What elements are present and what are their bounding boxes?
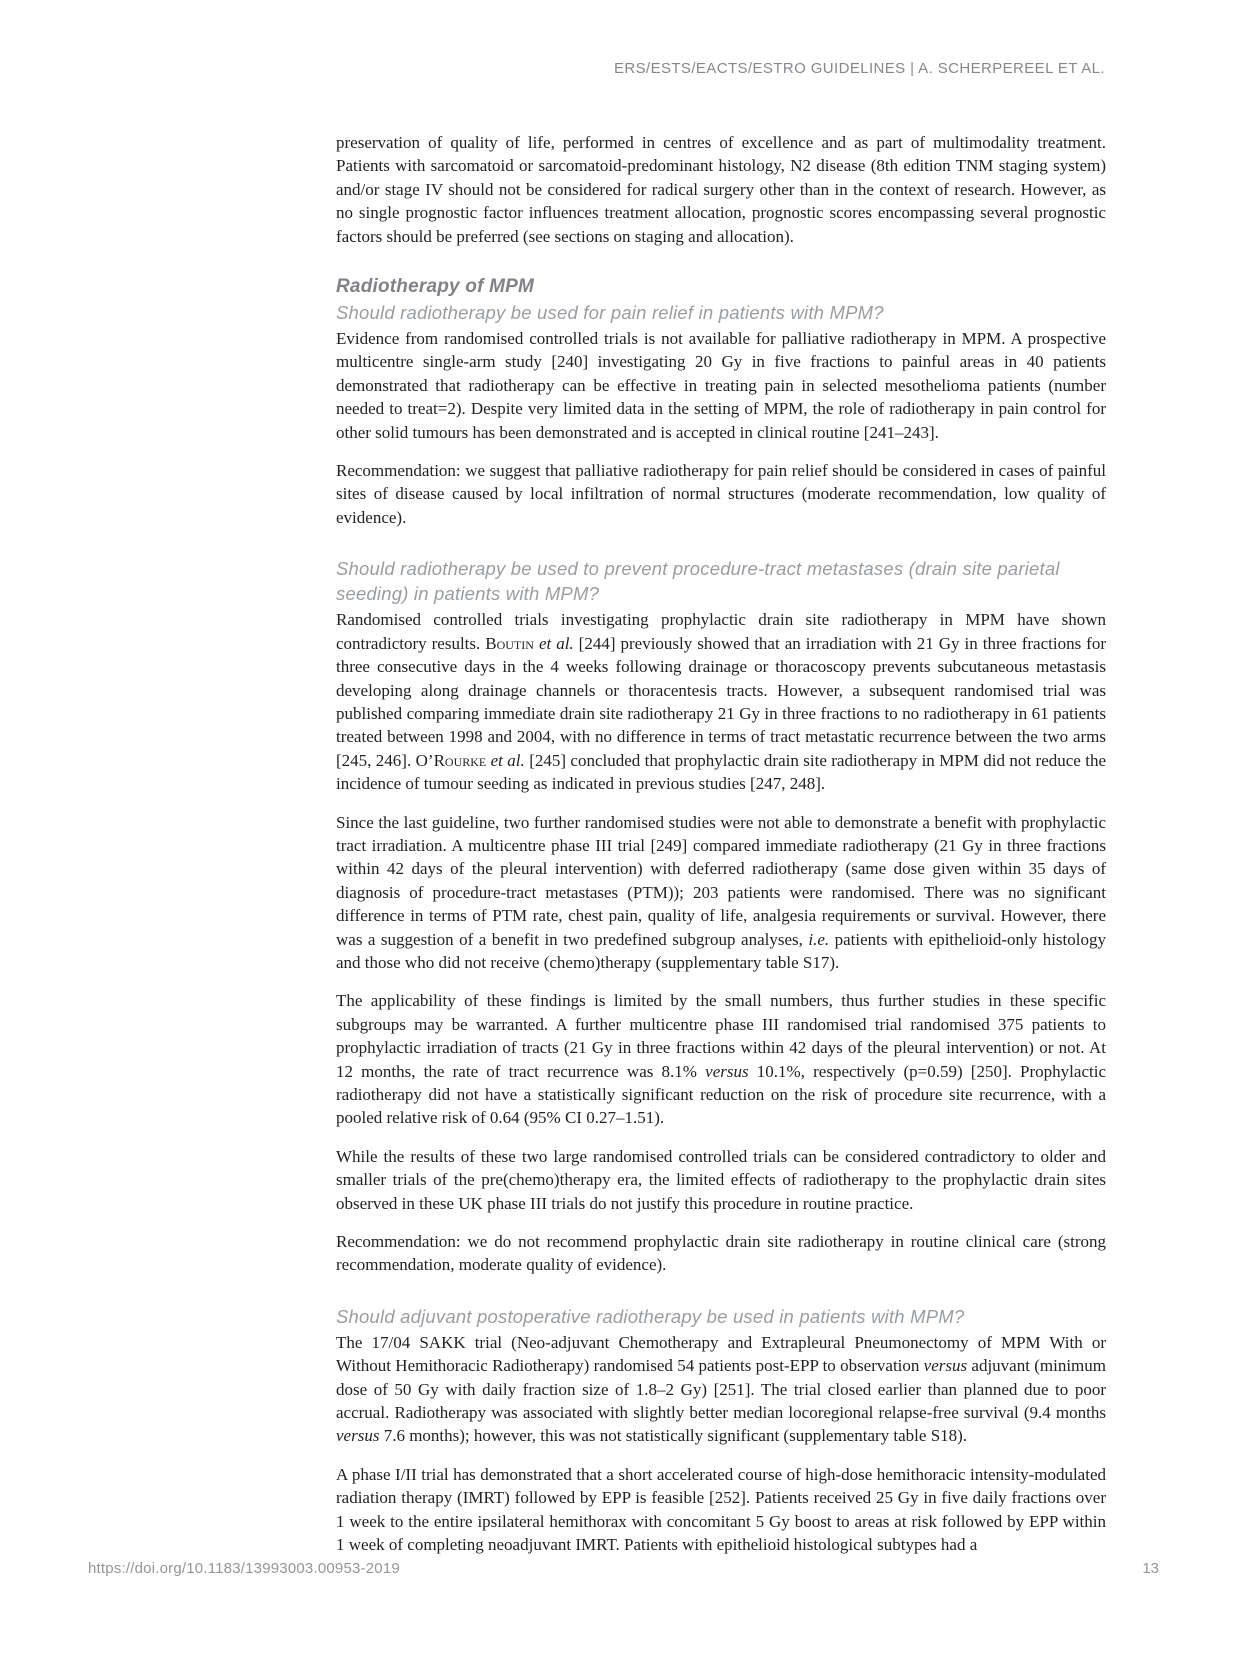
doi-link[interactable]: https://doi.org/10.1183/13993003.00953-2019 [88, 1560, 400, 1577]
body-paragraph: A phase I/II trial has demonstrated that a short accelerated course of high-dose hemithoracic intensity-modulated radiation therapy (IMRT) followed by EPP is feasible [252]. Patients received 25 Gy in five daily fractions over 1 week to the entire ipsilateral hemithorax with concomitant 5 Gy boost to areas at risk followed by EPP within 1 week of completing neoadjuvant IMRT. Patients with epithelioid histological subtypes had a [336, 1464, 1106, 1555]
body-paragraph: preservation of quality of life, performed in centres of excellence and as part of multimodality treatment. Patients with sarcomatoid or sarcomatoid-predominant histology, N2 disease (8th edition TNM staging system) and/or stage IV should not be considered for radical surgery other than in the context of research. However, as no single prognostic factor influences treatment allocation, prognostic scores encompassing several prognostic factors should be preferred (see sections on staging and allocation). [336, 133, 1106, 246]
body-paragraph: Recommendation: we suggest that palliative radiotherapy for pain relief should be considered in cases of painful sites of disease caused by local infiltration of normal structures (moderate recommendation, low quality of evidence). [336, 461, 1106, 527]
running-header [336, 60, 1105, 77]
body-paragraph: Since the last guideline, two further randomised studies were not able to demonstrate a benefit with prophylactic tract irradiation. A multicentre phase III trial [249] compared immediate radiotherapy (21 Gy in three fractions within 42 days of the pleural intervention) with deferred radiotherapy (same dose given within 35 days of diagnosis of procedure-tract metastases (PTM)); 203 patients were randomised. There was no significant difference in terms of PTM rate, chest pain, quality of life, analgesia requirements or survival. However, there was a suggestion of a benefit in two predefined subgroup analyses, i.e. patients with epithelioid-only histology and those who did not receive (chemo)therapy (supplementary table S17). [336, 812, 1106, 972]
question-subheading: Should radiotherapy be used to prevent procedure-tract metastases (drain site parietal seeding) in patients with MPM? [336, 558, 1060, 605]
page-footer [88, 1560, 1159, 1577]
body-paragraph: The 17/04 SAKK trial (Neo-adjuvant Chemotherapy and Extrapleural Pneumonectomy of MPM With or Without Hemithoracic Radiotherapy) randomised 54 patients post-EPP to observation versus adjuvant (minimum dose of 50 Gy with daily fraction size of 1.8–2 Gy) [251]. The trial closed earlier than planned due to poor accrual. Radiotherapy was associated with slightly better median locoregional relapse-free survival (9.4 months versus 7.6 months); however, this was not statistically significant (supplementary table S18). [336, 1332, 1106, 1446]
question-subheading: Should adjuvant postoperative radiotherapy be used in patients with MPM? [336, 1305, 965, 1327]
article-body [336, 131, 1106, 1572]
body-paragraph: The applicability of these findings is limited by the small numbers, thus further studies in these specific subgroups may be warranted. A further multicentre phase III randomised trial randomised 375 patients to prophylactic irradiation of tracts (21 Gy in three fractions within 42 days of the pleural intervention) or not. At 12 months, the rate of tract recurrence was 8.1% versus 10.1%, respectively (p=0.59) [250]. Prophylactic radiotherapy did not have a statistically significant reduction on the risk of procedure site recurrence, with a pooled relative risk of 0.64 (95% CI 0.27–1.51). [336, 991, 1106, 1128]
running-header-text: ERS/ESTS/EACTS/ESTRO GUIDELINES | A. SCHERPEREEL ET AL. [613, 60, 1105, 77]
section-heading: Radiotherapy of MPM [336, 276, 535, 298]
body-paragraph: Evidence from randomised controlled trials is not available for palliative radiotherapy in MPM. A prospective multicentre single-arm study [240] investigating 20 Gy in five fractions to painful areas in 40 patients demonstrated that radiotherapy can be effective in treating pain in selected mesothelioma patients (number needed to treat=2). Despite very limited data in the setting of MPM, the role of radiotherapy in pain control for other solid tumours has been demonstrated and is accepted in clinical routine [241–243]. [336, 329, 1106, 442]
body-paragraph: Recommendation: we do not recommend prophylactic drain site radiotherapy in routine clinical care (strong recommendation, moderate quality of evidence). [336, 1232, 1106, 1275]
page-number: 13 [1142, 1560, 1159, 1577]
body-paragraph: While the results of these two large randomised controlled trials can be considered contradictory to older and smaller trials of the pre(chemo)therapy era, the limited effects of radiotherapy to the prophylactic drain sites observed in these UK phase III trials do not justify this procedure in routine practice. [336, 1146, 1106, 1213]
question-subheading: Should radiotherapy be used for pain relief in patients with MPM? [336, 302, 884, 324]
body-paragraph: Randomised controlled trials investigating prophylactic drain site radiotherapy in MPM have shown contradictory results. Boutin et al. [244] previously showed that an irradiation with 21 Gy in three fractions for three consecutive days in the 4 weeks following drainage or thoracoscopy prevents subcutaneous metastasis developing along drainage channels or thoracentesis tracts. However, a subsequent randomised trial was published comparing immediate drain site radiotherapy 21 Gy in three fractions to no radiotherapy in 61 patients treated between 1998 and 2004, with no difference in terms of tract metastatic recurrence between the two arms [245, 246]. O’Rourke et al. [245] concluded that prophylactic drain site radiotherapy in MPM did not reduce the incidence of tumour seeding as indicated in previous studies [247, 248]. [336, 610, 1107, 794]
